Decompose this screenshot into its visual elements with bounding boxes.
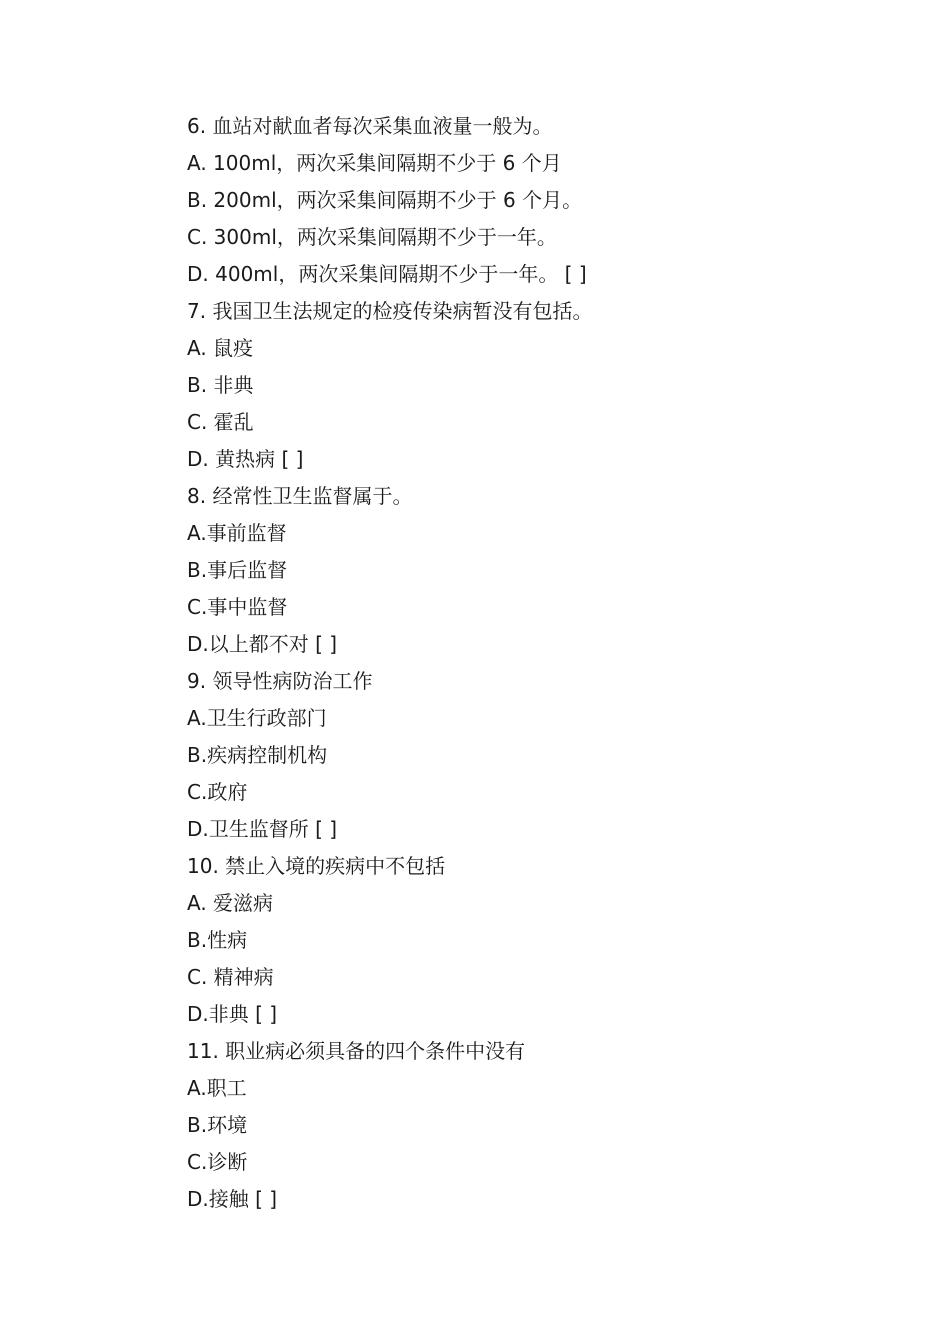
question-8-option-b: B.事后监督 [187,558,288,582]
question-7-option-a: A. 鼠疫 [187,336,254,360]
question-11-option-b: B.环境 [187,1113,248,1137]
question-6-option-b: B. 200ml，两次采集间隔期不少于 6 个月。 [187,188,583,212]
question-9-option-d: D.卫生监督所 [ ] [187,817,338,841]
question-11-option-d: D.接触 [ ] [187,1187,278,1211]
question-9-stem: 9. 领导性病防治工作 [187,669,373,693]
question-10-option-d: D.非典 [ ] [187,1002,278,1026]
question-9-option-c: C.政府 [187,780,248,804]
question-6-stem: 6. 血站对献血者每次采集血液量一般为。 [187,114,553,138]
question-10-option-b: B.性病 [187,928,248,952]
question-8-option-d: D.以上都不对 [ ] [187,632,338,656]
question-7-option-b: B. 非典 [187,373,254,397]
question-6-option-c: C. 300ml，两次采集间隔期不少于一年。 [187,225,557,249]
question-11-option-c: C.诊断 [187,1150,248,1174]
question-7-option-c: C. 霍乱 [187,410,254,434]
question-9-option-a: A.卫生行政部门 [187,706,327,730]
question-10-option-c: C. 精神病 [187,965,274,989]
question-8-option-c: C.事中监督 [187,595,288,619]
question-list [187,108,887,1218]
question-8-stem: 8. 经常性卫生监督属于。 [187,484,413,508]
question-8-option-a: A.事前监督 [187,521,287,545]
question-9-option-b: B.疾病控制机构 [187,743,328,767]
question-10-stem: 10. 禁止入境的疾病中不包括 [187,854,446,878]
question-7-option-d: D. 黄热病 [ ] [187,447,304,471]
question-7-stem: 7. 我国卫生法规定的检疫传染病暂没有包括。 [187,299,593,323]
question-6-option-d: D. 400ml，两次采集间隔期不少于一年。 [ ] [187,262,587,286]
question-11-option-a: A.职工 [187,1076,247,1100]
question-10-option-a: A. 爱滋病 [187,891,274,915]
question-6-option-a: A. 100ml，两次采集间隔期不少于 6 个月 [187,151,562,175]
question-11-stem: 11. 职业病必须具备的四个条件中没有 [187,1039,526,1063]
